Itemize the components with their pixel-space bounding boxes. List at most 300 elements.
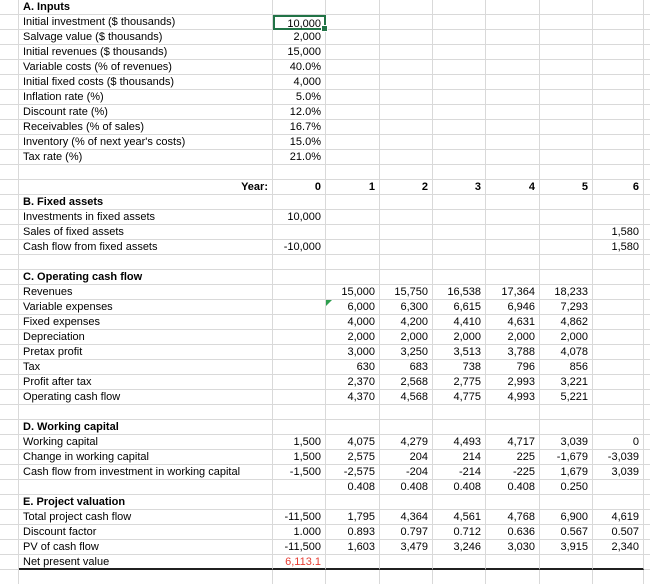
cell-year-2[interactable] bbox=[380, 255, 433, 270]
cell-year-5[interactable] bbox=[540, 60, 593, 75]
cell-year-2[interactable] bbox=[380, 540, 433, 555]
cell-year-2[interactable] bbox=[380, 345, 433, 360]
cell-year-6[interactable] bbox=[593, 330, 644, 345]
cell-year-2[interactable] bbox=[380, 120, 433, 135]
cell-year-6[interactable] bbox=[593, 150, 644, 165]
cell-year-6[interactable] bbox=[593, 30, 644, 45]
cell-year-4[interactable] bbox=[486, 195, 540, 210]
cell-year-5[interactable] bbox=[540, 45, 593, 60]
cell-year-6[interactable] bbox=[593, 45, 644, 60]
cell-year-5[interactable] bbox=[540, 525, 593, 540]
cell-year-6[interactable] bbox=[593, 285, 644, 300]
cell-year-4[interactable] bbox=[486, 210, 540, 225]
cell-year-5[interactable] bbox=[540, 390, 593, 405]
cell-year-4[interactable] bbox=[486, 345, 540, 360]
cell-year-6[interactable] bbox=[593, 480, 644, 495]
cell-year-3[interactable] bbox=[433, 90, 486, 105]
cell-year-2[interactable] bbox=[380, 555, 433, 570]
cell-year-2[interactable] bbox=[380, 240, 433, 255]
cell-year-3[interactable] bbox=[433, 120, 486, 135]
cell-year-2[interactable] bbox=[380, 450, 433, 465]
cell-year-4[interactable] bbox=[486, 435, 540, 450]
cell-year-3[interactable] bbox=[433, 60, 486, 75]
cell-year-0[interactable] bbox=[273, 375, 326, 390]
cell-year-3[interactable] bbox=[433, 570, 486, 584]
cell-year-0[interactable] bbox=[273, 105, 326, 120]
cell-year-3[interactable] bbox=[433, 480, 486, 495]
section-title-cell[interactable] bbox=[19, 420, 273, 435]
cell-year-4[interactable] bbox=[486, 15, 540, 30]
row-label-cell[interactable] bbox=[19, 135, 273, 150]
cell-year-1[interactable] bbox=[326, 225, 380, 240]
cell-year-5[interactable] bbox=[540, 375, 593, 390]
cell-year-2[interactable] bbox=[380, 330, 433, 345]
cell-year-2[interactable] bbox=[380, 15, 433, 30]
section-title-cell[interactable] bbox=[19, 0, 273, 15]
row-label-cell[interactable] bbox=[19, 465, 273, 480]
row-label-cell[interactable] bbox=[19, 525, 273, 540]
fill-handle[interactable] bbox=[321, 25, 328, 32]
cell-year-0[interactable] bbox=[273, 240, 326, 255]
cell-year-0[interactable] bbox=[273, 525, 326, 540]
cell-year-1[interactable] bbox=[326, 285, 380, 300]
cell-year-4[interactable] bbox=[486, 270, 540, 285]
cell-year-3[interactable] bbox=[433, 450, 486, 465]
row-label-cell[interactable] bbox=[19, 375, 273, 390]
cell-year-3[interactable] bbox=[433, 45, 486, 60]
cell-year-6[interactable] bbox=[593, 225, 644, 240]
cell-year-5[interactable] bbox=[540, 450, 593, 465]
cell-year-4[interactable] bbox=[486, 510, 540, 525]
cell-year-3[interactable] bbox=[433, 300, 486, 315]
cell-year-0[interactable] bbox=[273, 480, 326, 495]
cell-year-1[interactable] bbox=[326, 30, 380, 45]
row-label-cell[interactable] bbox=[19, 45, 273, 60]
cell-year-3[interactable] bbox=[433, 465, 486, 480]
cell-year-6[interactable] bbox=[593, 0, 644, 15]
cell-year-4[interactable] bbox=[486, 105, 540, 120]
cell-year-4[interactable] bbox=[486, 360, 540, 375]
cell-year-1[interactable] bbox=[326, 75, 380, 90]
cell-year-2[interactable] bbox=[380, 570, 433, 584]
cell-year-0[interactable] bbox=[273, 255, 326, 270]
cell-year-4[interactable] bbox=[486, 465, 540, 480]
cell-year-4[interactable] bbox=[486, 0, 540, 15]
cell-year-2[interactable] bbox=[380, 150, 433, 165]
section-title-cell[interactable] bbox=[19, 495, 273, 510]
cell-year-5[interactable] bbox=[540, 15, 593, 30]
row-label-cell[interactable] bbox=[19, 480, 273, 495]
cell-year-1[interactable] bbox=[326, 480, 380, 495]
cell-year-2[interactable] bbox=[380, 165, 433, 180]
cell-year-4[interactable] bbox=[486, 120, 540, 135]
selected-cell[interactable] bbox=[273, 15, 326, 30]
row-label-cell[interactable] bbox=[19, 315, 273, 330]
cell-year-1[interactable] bbox=[326, 390, 380, 405]
cell-year-4[interactable] bbox=[486, 75, 540, 90]
cell-year-2[interactable] bbox=[380, 525, 433, 540]
cell-year-4[interactable] bbox=[486, 375, 540, 390]
cell-year-5[interactable] bbox=[540, 405, 593, 420]
cell-year-5[interactable] bbox=[540, 90, 593, 105]
cell-year-0[interactable] bbox=[273, 300, 326, 315]
cell-year-3[interactable] bbox=[433, 210, 486, 225]
cell-year-5[interactable] bbox=[540, 180, 593, 195]
cell-year-0[interactable] bbox=[273, 225, 326, 240]
row-label-cell[interactable] bbox=[19, 60, 273, 75]
cell-year-1[interactable] bbox=[326, 90, 380, 105]
row-label-cell[interactable] bbox=[19, 105, 273, 120]
cell-year-2[interactable] bbox=[380, 90, 433, 105]
cell-year-4[interactable] bbox=[486, 150, 540, 165]
cell-year-3[interactable] bbox=[433, 105, 486, 120]
cell-year-5[interactable] bbox=[540, 225, 593, 240]
row-label-cell[interactable] bbox=[19, 360, 273, 375]
cell-year-0[interactable] bbox=[273, 45, 326, 60]
cell-year-6[interactable] bbox=[593, 510, 644, 525]
cell-year-5[interactable] bbox=[540, 240, 593, 255]
cell-year-1[interactable] bbox=[326, 465, 380, 480]
row-label-cell[interactable] bbox=[19, 180, 273, 195]
cell-year-5[interactable] bbox=[540, 105, 593, 120]
cell-year-5[interactable] bbox=[540, 195, 593, 210]
cell-year-5[interactable] bbox=[540, 255, 593, 270]
row-label-cell[interactable] bbox=[19, 240, 273, 255]
cell-year-6[interactable] bbox=[593, 270, 644, 285]
section-title-cell[interactable] bbox=[19, 195, 273, 210]
cell-year-5[interactable] bbox=[540, 135, 593, 150]
cell-year-5[interactable] bbox=[540, 120, 593, 135]
cell-year-5[interactable] bbox=[540, 300, 593, 315]
cell-year-3[interactable] bbox=[433, 315, 486, 330]
cell-year-2[interactable] bbox=[380, 405, 433, 420]
row-label-cell[interactable] bbox=[19, 285, 273, 300]
cell-year-5[interactable] bbox=[540, 540, 593, 555]
cell-year-3[interactable] bbox=[433, 345, 486, 360]
cell-year-0[interactable] bbox=[273, 570, 326, 584]
cell-year-1[interactable] bbox=[326, 255, 380, 270]
row-label-cell[interactable] bbox=[19, 90, 273, 105]
cell-year-3[interactable] bbox=[433, 285, 486, 300]
row-label-cell[interactable] bbox=[19, 300, 273, 315]
cell-year-0[interactable] bbox=[273, 90, 326, 105]
cell-year-4[interactable] bbox=[486, 30, 540, 45]
section-title-cell[interactable] bbox=[19, 270, 273, 285]
cell-year-6[interactable] bbox=[593, 315, 644, 330]
cell-year-2[interactable] bbox=[380, 135, 433, 150]
cell-year-2[interactable] bbox=[380, 315, 433, 330]
cell-year-6[interactable] bbox=[593, 195, 644, 210]
row-label-cell[interactable] bbox=[19, 345, 273, 360]
cell-year-6[interactable] bbox=[593, 60, 644, 75]
cell-year-1[interactable] bbox=[326, 525, 380, 540]
cell-year-3[interactable] bbox=[433, 195, 486, 210]
cell-year-1[interactable] bbox=[326, 495, 380, 510]
row-label-cell[interactable] bbox=[19, 330, 273, 345]
cell-year-0[interactable] bbox=[273, 210, 326, 225]
cell-year-6[interactable] bbox=[593, 360, 644, 375]
cell-year-3[interactable] bbox=[433, 360, 486, 375]
cell-year-2[interactable] bbox=[380, 180, 433, 195]
cell-year-3[interactable] bbox=[433, 30, 486, 45]
cell-year-5[interactable] bbox=[540, 330, 593, 345]
cell-year-5[interactable] bbox=[540, 0, 593, 15]
cell-year-6[interactable] bbox=[593, 300, 644, 315]
cell-year-1[interactable] bbox=[326, 105, 380, 120]
cell-year-6[interactable] bbox=[593, 135, 644, 150]
cell-year-6[interactable] bbox=[593, 555, 644, 570]
cell-year-1[interactable] bbox=[326, 240, 380, 255]
cell-year-2[interactable] bbox=[380, 495, 433, 510]
cell-year-3[interactable] bbox=[433, 405, 486, 420]
cell-year-2[interactable] bbox=[380, 360, 433, 375]
cell-year-4[interactable] bbox=[486, 225, 540, 240]
cell-year-2[interactable] bbox=[380, 300, 433, 315]
cell-year-5[interactable] bbox=[540, 435, 593, 450]
cell-year-1[interactable] bbox=[326, 360, 380, 375]
cell-year-0[interactable] bbox=[273, 510, 326, 525]
row-label-cell[interactable] bbox=[19, 570, 273, 584]
cell-year-1[interactable] bbox=[326, 300, 380, 315]
row-label-cell[interactable] bbox=[19, 210, 273, 225]
cell-year-4[interactable] bbox=[486, 285, 540, 300]
cell-year-0[interactable] bbox=[273, 315, 326, 330]
cell-year-1[interactable] bbox=[326, 60, 380, 75]
cell-year-4[interactable] bbox=[486, 255, 540, 270]
cell-year-6[interactable] bbox=[593, 105, 644, 120]
cell-year-6[interactable] bbox=[593, 495, 644, 510]
cell-year-3[interactable] bbox=[433, 330, 486, 345]
cell-year-2[interactable] bbox=[380, 105, 433, 120]
cell-year-6[interactable] bbox=[593, 255, 644, 270]
cell-year-4[interactable] bbox=[486, 45, 540, 60]
cell-year-2[interactable] bbox=[380, 510, 433, 525]
row-label-cell[interactable] bbox=[19, 405, 273, 420]
cell-year-1[interactable] bbox=[326, 420, 380, 435]
cell-year-1[interactable] bbox=[326, 405, 380, 420]
cell-year-1[interactable] bbox=[326, 510, 380, 525]
cell-year-4[interactable] bbox=[486, 330, 540, 345]
cell-year-2[interactable] bbox=[380, 45, 433, 60]
cell-year-1[interactable] bbox=[326, 375, 380, 390]
cell-year-3[interactable] bbox=[433, 75, 486, 90]
cell-year-3[interactable] bbox=[433, 150, 486, 165]
cell-year-3[interactable] bbox=[433, 180, 486, 195]
cell-year-3[interactable] bbox=[433, 420, 486, 435]
row-label-cell[interactable] bbox=[19, 450, 273, 465]
cell-year-5[interactable] bbox=[540, 345, 593, 360]
cell-year-5[interactable] bbox=[540, 480, 593, 495]
cell-year-2[interactable] bbox=[380, 435, 433, 450]
cell-year-0[interactable] bbox=[273, 75, 326, 90]
cell-year-2[interactable] bbox=[380, 60, 433, 75]
cell-year-1[interactable] bbox=[326, 450, 380, 465]
cell-year-4[interactable] bbox=[486, 315, 540, 330]
cell-year-6[interactable] bbox=[593, 420, 644, 435]
cell-year-0[interactable] bbox=[273, 495, 326, 510]
cell-year-2[interactable] bbox=[380, 375, 433, 390]
row-label-cell[interactable] bbox=[19, 120, 273, 135]
cell-year-4[interactable] bbox=[486, 240, 540, 255]
cell-year-4[interactable] bbox=[486, 90, 540, 105]
cell-year-1[interactable] bbox=[326, 345, 380, 360]
cell-year-6[interactable] bbox=[593, 570, 644, 584]
cell-year-6[interactable] bbox=[593, 90, 644, 105]
cell-year-5[interactable] bbox=[540, 150, 593, 165]
cell-year-2[interactable] bbox=[380, 75, 433, 90]
cell-year-2[interactable] bbox=[380, 270, 433, 285]
row-label-cell[interactable] bbox=[19, 165, 273, 180]
cell-year-6[interactable] bbox=[593, 450, 644, 465]
cell-year-1[interactable] bbox=[326, 555, 380, 570]
cell-year-4[interactable] bbox=[486, 390, 540, 405]
cell-year-3[interactable] bbox=[433, 540, 486, 555]
cell-year-4[interactable] bbox=[486, 420, 540, 435]
cell-year-0[interactable] bbox=[273, 450, 326, 465]
cell-year-6[interactable] bbox=[593, 390, 644, 405]
cell-year-1[interactable] bbox=[326, 120, 380, 135]
cell-year-0[interactable] bbox=[273, 435, 326, 450]
cell-year-4[interactable] bbox=[486, 60, 540, 75]
cell-year-5[interactable] bbox=[540, 510, 593, 525]
cell-year-1[interactable] bbox=[326, 45, 380, 60]
cell-year-3[interactable] bbox=[433, 390, 486, 405]
cell-year-6[interactable] bbox=[593, 525, 644, 540]
cell-year-2[interactable] bbox=[380, 225, 433, 240]
cell-year-1[interactable] bbox=[326, 0, 380, 15]
cell-year-5[interactable] bbox=[540, 465, 593, 480]
row-label-cell[interactable] bbox=[19, 555, 273, 570]
cell-year-5[interactable] bbox=[540, 570, 593, 584]
row-label-cell[interactable] bbox=[19, 435, 273, 450]
cell-year-5[interactable] bbox=[540, 270, 593, 285]
cell-year-1[interactable] bbox=[326, 180, 380, 195]
cell-year-0[interactable] bbox=[273, 60, 326, 75]
cell-year-1[interactable] bbox=[326, 150, 380, 165]
cell-year-4[interactable] bbox=[486, 555, 540, 570]
cell-year-6[interactable] bbox=[593, 15, 644, 30]
cell-year-1[interactable] bbox=[326, 165, 380, 180]
cell-year-5[interactable] bbox=[540, 75, 593, 90]
cell-year-1[interactable] bbox=[326, 540, 380, 555]
cell-year-4[interactable] bbox=[486, 525, 540, 540]
cell-year-5[interactable] bbox=[540, 210, 593, 225]
cell-year-3[interactable] bbox=[433, 375, 486, 390]
cell-year-0[interactable] bbox=[273, 345, 326, 360]
cell-year-2[interactable] bbox=[380, 465, 433, 480]
cell-year-6[interactable] bbox=[593, 180, 644, 195]
cell-year-1[interactable] bbox=[326, 135, 380, 150]
cell-year-3[interactable] bbox=[433, 240, 486, 255]
cell-year-1[interactable] bbox=[326, 270, 380, 285]
cell-year-6[interactable] bbox=[593, 375, 644, 390]
cell-year-1[interactable] bbox=[326, 330, 380, 345]
cell-year-3[interactable] bbox=[433, 270, 486, 285]
row-label-cell[interactable] bbox=[19, 15, 273, 30]
cell-year-3[interactable] bbox=[433, 135, 486, 150]
cell-year-5[interactable] bbox=[540, 495, 593, 510]
cell-year-5[interactable] bbox=[540, 555, 593, 570]
row-label-cell[interactable] bbox=[19, 225, 273, 240]
cell-year-0[interactable] bbox=[273, 120, 326, 135]
cell-year-3[interactable] bbox=[433, 255, 486, 270]
cell-year-2[interactable] bbox=[380, 0, 433, 15]
cell-year-6[interactable] bbox=[593, 120, 644, 135]
cell-year-3[interactable] bbox=[433, 225, 486, 240]
row-label-cell[interactable] bbox=[19, 150, 273, 165]
cell-year-6[interactable] bbox=[593, 165, 644, 180]
cell-year-5[interactable] bbox=[540, 285, 593, 300]
cell-year-0[interactable] bbox=[273, 195, 326, 210]
cell-year-0[interactable] bbox=[273, 420, 326, 435]
cell-year-5[interactable] bbox=[540, 165, 593, 180]
cell-year-2[interactable] bbox=[380, 195, 433, 210]
cell-year-5[interactable] bbox=[540, 420, 593, 435]
cell-year-3[interactable] bbox=[433, 510, 486, 525]
row-label-cell[interactable] bbox=[19, 540, 273, 555]
cell-year-1[interactable] bbox=[326, 15, 380, 30]
cell-year-2[interactable] bbox=[380, 480, 433, 495]
cell-year-2[interactable] bbox=[380, 30, 433, 45]
cell-year-0[interactable] bbox=[273, 150, 326, 165]
cell-year-0[interactable] bbox=[273, 0, 326, 15]
row-label-cell[interactable] bbox=[19, 510, 273, 525]
cell-year-3[interactable] bbox=[433, 0, 486, 15]
row-label-cell[interactable] bbox=[19, 255, 273, 270]
row-label-cell[interactable] bbox=[19, 390, 273, 405]
cell-year-4[interactable] bbox=[486, 405, 540, 420]
cell-year-6[interactable] bbox=[593, 465, 644, 480]
cell-year-4[interactable] bbox=[486, 450, 540, 465]
cell-year-5[interactable] bbox=[540, 315, 593, 330]
cell-year-4[interactable] bbox=[486, 495, 540, 510]
cell-year-0[interactable] bbox=[273, 465, 326, 480]
cell-year-0[interactable] bbox=[273, 165, 326, 180]
cell-year-0[interactable] bbox=[273, 135, 326, 150]
cell-year-4[interactable] bbox=[486, 540, 540, 555]
cell-year-6[interactable] bbox=[593, 405, 644, 420]
cell-year-6[interactable] bbox=[593, 435, 644, 450]
cell-year-3[interactable] bbox=[433, 525, 486, 540]
cell-year-4[interactable] bbox=[486, 180, 540, 195]
cell-year-1[interactable] bbox=[326, 195, 380, 210]
cell-year-1[interactable] bbox=[326, 435, 380, 450]
cell-year-3[interactable] bbox=[433, 165, 486, 180]
cell-year-3[interactable] bbox=[433, 555, 486, 570]
cell-year-0[interactable] bbox=[273, 390, 326, 405]
cell-year-3[interactable] bbox=[433, 15, 486, 30]
cell-year-6[interactable] bbox=[593, 75, 644, 90]
cell-year-2[interactable] bbox=[380, 285, 433, 300]
cell-year-3[interactable] bbox=[433, 435, 486, 450]
cell-year-2[interactable] bbox=[380, 420, 433, 435]
cell-year-0[interactable] bbox=[273, 285, 326, 300]
cell-year-0[interactable] bbox=[273, 180, 326, 195]
cell-year-4[interactable] bbox=[486, 570, 540, 584]
cell-year-6[interactable] bbox=[593, 345, 644, 360]
cell-year-3[interactable] bbox=[433, 495, 486, 510]
cell-year-2[interactable] bbox=[380, 210, 433, 225]
cell-year-2[interactable] bbox=[380, 390, 433, 405]
row-label-cell[interactable] bbox=[19, 30, 273, 45]
cell-year-0[interactable] bbox=[273, 540, 326, 555]
cell-year-1[interactable] bbox=[326, 315, 380, 330]
cell-year-0[interactable] bbox=[273, 360, 326, 375]
cell-year-5[interactable] bbox=[540, 360, 593, 375]
cell-year-6[interactable] bbox=[593, 540, 644, 555]
cell-year-0[interactable] bbox=[273, 405, 326, 420]
cell-year-1[interactable] bbox=[326, 570, 380, 584]
